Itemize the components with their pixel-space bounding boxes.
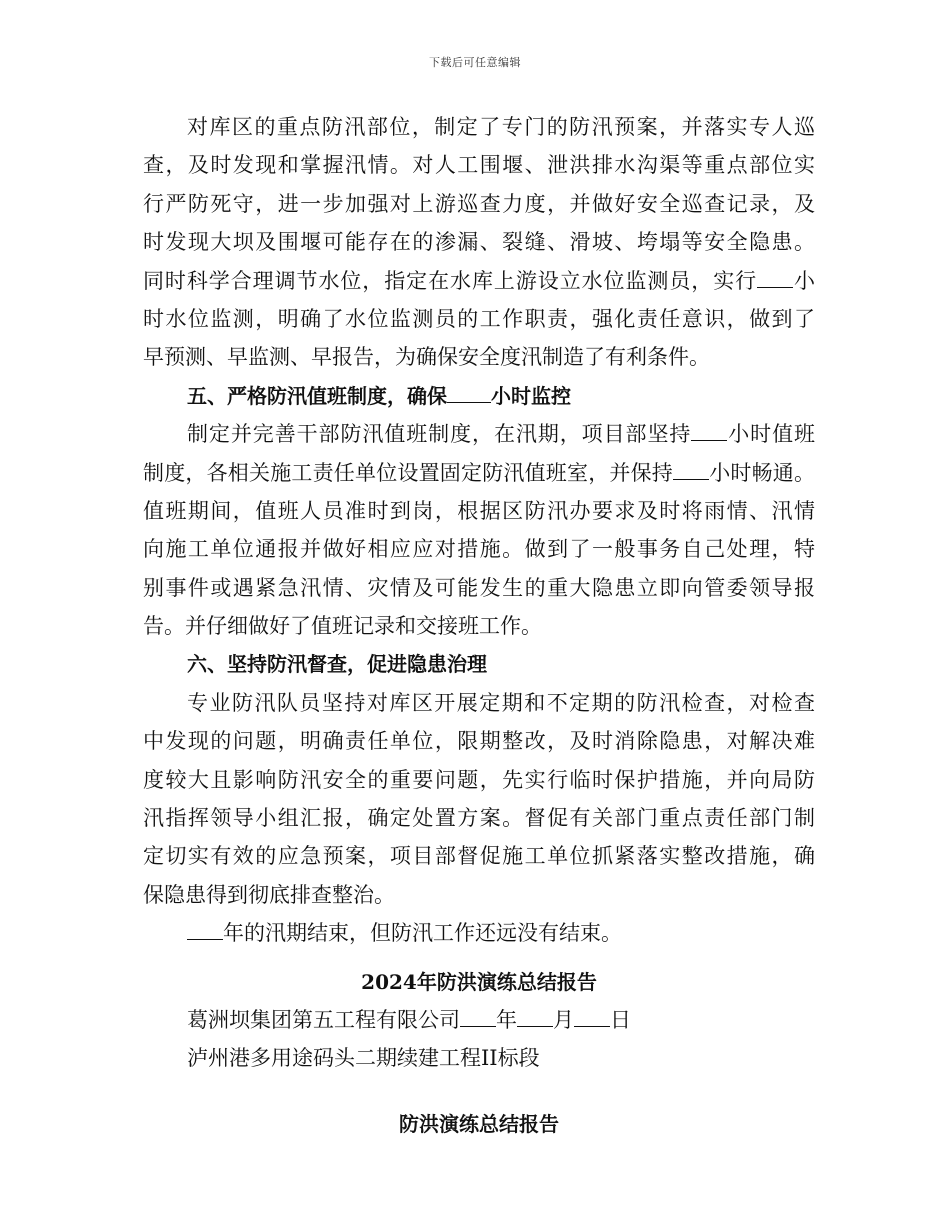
paragraph-text: 小时值班 xyxy=(727,422,816,447)
paragraph-line: 对库区的重点防汛部位，制定了专门的防汛预案，并落实专人巡 xyxy=(187,115,815,139)
paragraph-line: 早预测、早监测、早报告，为确保安全度汛制造了有利条件。 xyxy=(143,345,710,370)
paragraph-line: 别事件或遇紧急汛情、灾情及可能发生的重大隐患立即向管委领导报 xyxy=(143,575,815,600)
paragraph-text: 小时畅通。 xyxy=(709,460,815,485)
company-name: 葛洲坝集团第五工程有限公司 xyxy=(187,1007,460,1032)
day-label: 日 xyxy=(610,1007,631,1032)
paragraph-line: 时发现大坝及围堰可能存在的渗漏、裂缝、滑坡、垮塌等安全隐患。 xyxy=(143,230,815,255)
fill-in-blank xyxy=(187,920,223,940)
company-date-line xyxy=(143,1001,815,1039)
paragraph-line: 向施工单位通报并做好相应应对措施。做到了一般事务自己处理，特 xyxy=(143,537,815,562)
paragraph-text: 同时科学合理调节水位，指定在水库上游设立水位监测员，实行 xyxy=(143,268,758,293)
paragraph-line: 中发现的问题，明确责任单位，限期整改，及时消除隐患，对解决难 xyxy=(143,729,815,754)
report-subtitle: 防洪演练总结报告 xyxy=(399,1111,559,1136)
project-name: 泸州港多用途码头二期续建工程II标段 xyxy=(187,1045,540,1070)
fill-in-blank xyxy=(574,1007,610,1027)
spacer xyxy=(143,953,815,963)
paragraph-line: 度较大且影响防汛安全的重要问题，先实行临时保护措施，并向局防 xyxy=(143,767,815,792)
fill-in-blank xyxy=(447,384,491,403)
document-body xyxy=(143,108,815,1143)
fill-in-blank xyxy=(460,1007,496,1027)
fill-in-blank xyxy=(691,421,727,441)
section-heading-5 xyxy=(143,377,815,415)
section-heading-6: 六、坚持防汛督查，促进隐患治理 xyxy=(187,652,487,677)
paragraph-text: 制度，各相关施工责任单位设置固定防汛值班室，并保持 xyxy=(143,460,673,485)
paragraph-line xyxy=(143,454,815,492)
paragraph-line: 专业防汛队员坚持对库区开展定期和不定期的防汛检查，对检查 xyxy=(187,690,815,715)
paragraph-line: 汛指挥领导小组汇报，确定处置方案。督促有关部门重点责任部门制 xyxy=(143,806,815,831)
paragraph-line: 告。并仔细做好了值班记录和交接班工作。 xyxy=(143,614,542,639)
fill-in-blank xyxy=(757,268,793,288)
paragraph-line: 保隐患得到彻底排查整治。 xyxy=(143,882,395,907)
month-label: 月 xyxy=(553,1007,574,1032)
paragraph-line: 行严防死守，进一步加强对上游巡查力度，并做好安全巡查记录，及 xyxy=(143,191,815,216)
report-title: 2024年防洪演练总结报告 xyxy=(361,969,597,994)
paragraph-text: 小 xyxy=(793,268,816,293)
paragraph-line: 时水位监测，明确了水位监测员的工作职责，强化责任意识，做到了 xyxy=(143,306,815,331)
paragraph-line xyxy=(143,415,815,453)
spacer xyxy=(143,1077,815,1105)
paragraph-line: 定切实有效的应急预案，项目部督促施工单位抓紧落实整改措施，确 xyxy=(143,844,815,869)
heading-text: 小时监控 xyxy=(491,383,571,408)
year-label: 年 xyxy=(496,1007,517,1032)
fill-in-blank xyxy=(517,1007,553,1027)
paragraph-text: 年的汛期结束，但防汛工作还远没有结束。 xyxy=(223,921,622,946)
closing-line xyxy=(143,914,815,952)
paragraph-line: 值班期间，值班人员准时到岗，根据区防汛办要求及时将雨情、汛情 xyxy=(143,498,815,523)
paragraph-line xyxy=(143,262,815,300)
paragraph-text: 制定并完善干部防汛值班制度，在汛期，项目部坚持 xyxy=(187,422,692,447)
paragraph-line: 查，及时发现和掌握汛情。对人工围堰、泄洪排水沟渠等重点部位实 xyxy=(143,153,815,178)
page-header-note: 下载后可任意编辑 xyxy=(429,56,521,69)
fill-in-blank xyxy=(673,460,709,480)
heading-text: 五、严格防汛值班制度，确保 xyxy=(187,383,447,408)
